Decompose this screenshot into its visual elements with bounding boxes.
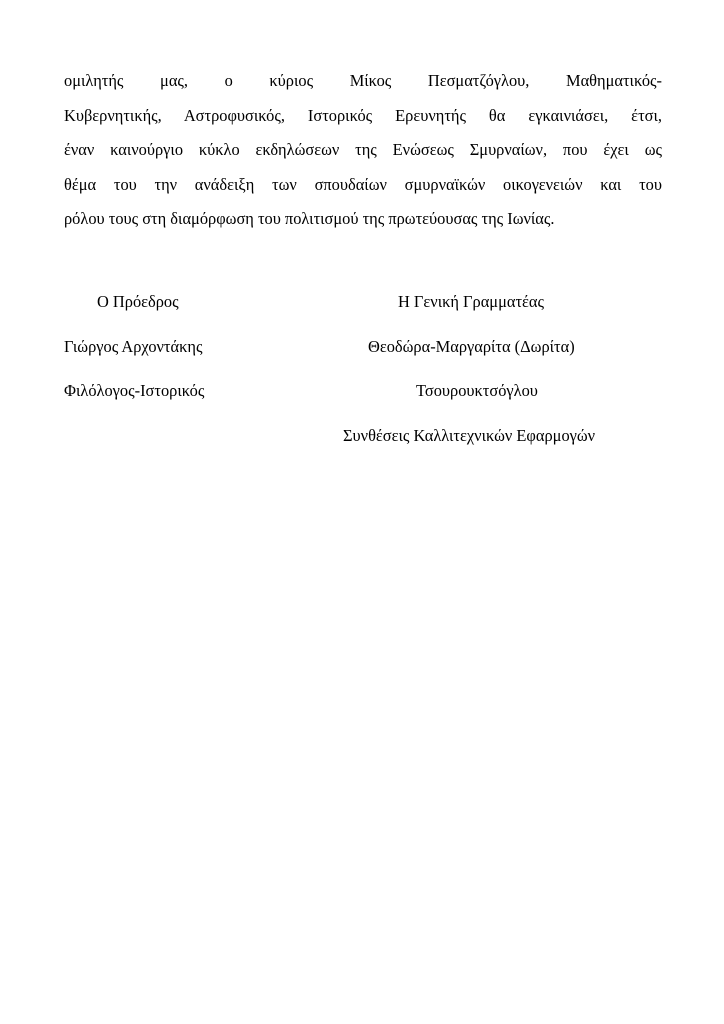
signature-role: Η Γενική Γραμματέας — [398, 292, 544, 311]
body-paragraph — [64, 64, 662, 237]
signature-block-secretary — [330, 292, 650, 470]
signature-name: Γιώργος Αρχοντάκης — [64, 336, 203, 356]
signature-surname: Τσουρουκτσόγλου — [416, 381, 538, 400]
signature-name: Θεοδώρα-Μαργαρίτα (Δωρίτα) — [368, 336, 575, 356]
paragraph-line: ομιλητής μας, ο κύριος Μίκος Πεσματζόγλου, Μαθηματικός- — [64, 71, 662, 90]
signature-title: Συνθέσεις Καλλιτεχνικών Εφαρμογών — [343, 425, 596, 445]
paragraph-line: Κυβερνητικής, Αστροφυσικός, Ιστορικός Ερευνητής θα εγκαινιάσει, έτσι, — [64, 105, 662, 125]
signature-block-president — [64, 292, 284, 426]
paragraph-line: θέμα του την ανάδειξη των σπουδαίων σμυρναϊκών οικογενειών και του — [64, 174, 662, 194]
signature-title: Φιλόλογος-Ιστορικός — [64, 381, 205, 400]
signature-role: Ο Πρόεδρος — [97, 292, 179, 311]
paragraph-line: έναν καινούργιο κύκλο εκδηλώσεων της Ενώσεως Σμυρναίων, που έχει ως — [64, 140, 662, 160]
paragraph-line: ρόλου τους στη διαμόρφωση του πολιτισμού της πρωτεύουσας της Ιωνίας. — [64, 209, 555, 229]
